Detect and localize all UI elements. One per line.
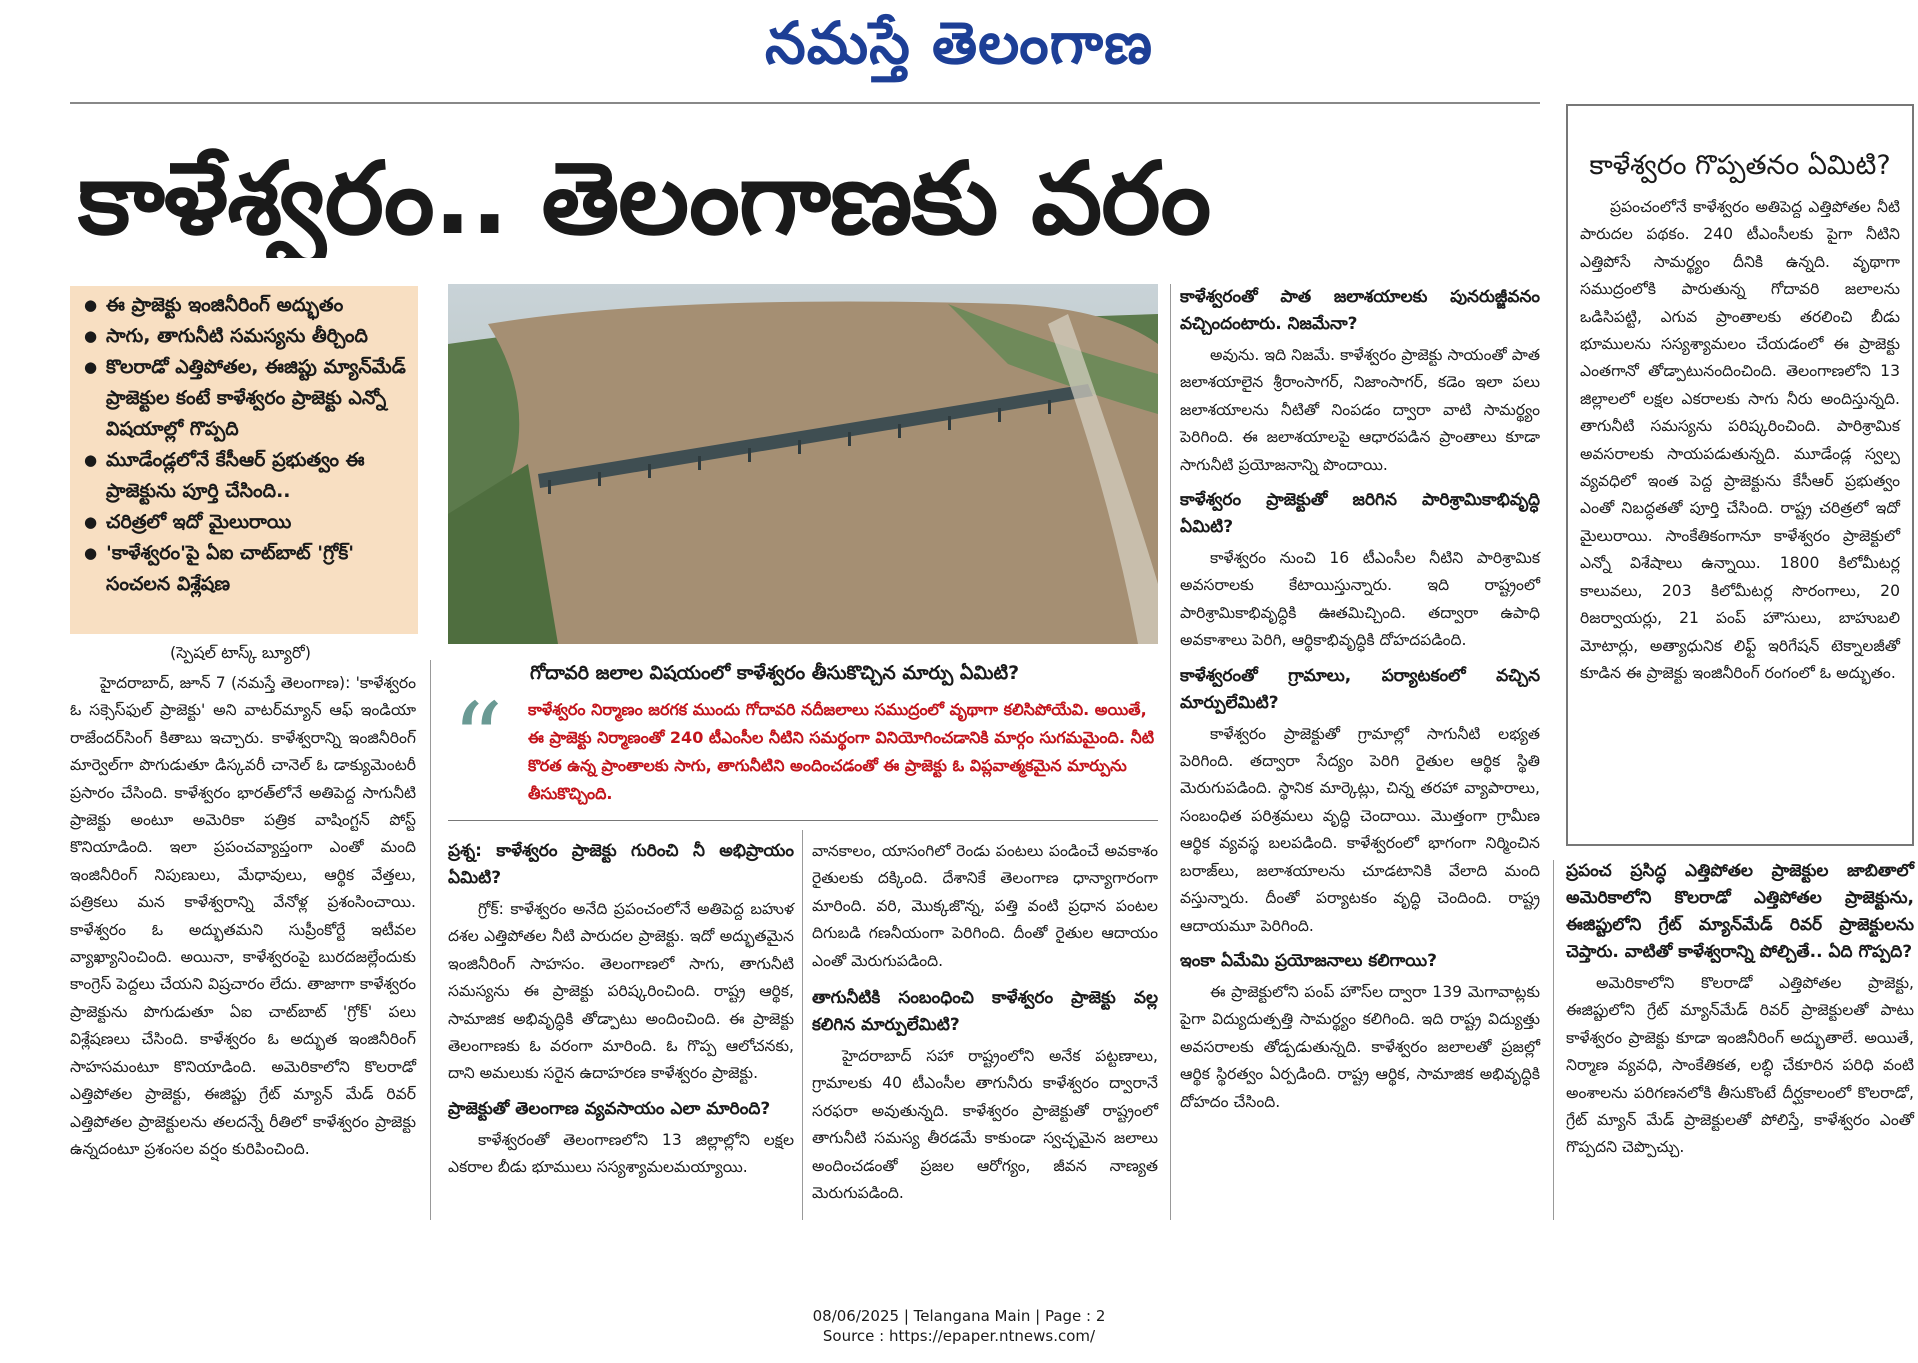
question-heading: కాళేశ్వరంతో గ్రామాలు, పర్యాటకంలో వచ్చిన మార్పులేమిటి? xyxy=(1180,665,1540,713)
footer-date-line: 08/06/2025 | Telangana Main | Page : 2 xyxy=(812,1307,1106,1325)
byline: (స్పెషల్ టాస్క్ బ్యూరో) xyxy=(170,643,312,662)
pull-quote-text: కాళేశ్వరం నిర్మాణం జరగక ముందు గోదావరి నదీజలాలు సముద్రంలో వృథాగా కలిసిపోయేవి. అయితే, ఈ ప్రాజెక్టు నిర్మాణంతో 240 టీఎంసీల నీటిని సమర్థంగా వినియోగించడానికి మార్గం సుగమమైంది. నీటి కొరత ఉన్న ప్రాంతాలకు సాగు, తాగునీటిని అందించడంతో ఈ ప్రాజెక్టు ఓ విప్లవాత్మకమైన మార్పును తీసుకొచ్చింది. xyxy=(528,700,1155,803)
highlights-box xyxy=(70,286,418,634)
sidebar-text: ప్రపంచంలోనే కాళేశ్వరం అతిపెద్ద ఎత్తిపోతల నీటి పారుదల పథకం. 240 టీఎంసీలకు పైగా నీటిని ఎత్తిపోసే సామర్థ్యం దీనికి ఉన్నది. వృథాగా సముద్రంలోకి పారుతున్న గోదావరి జలాలను ఒడిసిపట్టి, ఎగువ ప్రాంతాలకు తరలించి బీడు భూములను సస్యశ్యామలం చేయడంలో ఈ ప్రాజెక్టు ఎంతగానో తోడ్పాటునందించింది. తెలంగాణలోని 13 జిల్లాలలో లక్షల ఎకరాలకు సాగు నీరు అందిస్తున్నది. తాగునీటి సమస్యను పరిష్కరించింది. పారిశ్రామిక అవసరాలకు సాయపడుతున్నది. మూడేండ్ల స్వల్ప వ్యవధిలో ఇంత పెద్ద ప్రాజెక్టును కేసీఆర్ ప్రభుత్వం ఎంతో నిబద్ధతతో పూర్తి చేసింది. రాష్ట్ర చరిత్రలో ఇదో మైలురాయి. సాంకేతికంగానూ కాళేశ్వరం ప్రాజెక్టులో ఎన్నో విశేషాలు ఉన్నాయి. 1800 కిలోమీటర్ల కాలువలు, 203 కిలోమీటర్ల సొరంగాలు, 20 రిజర్వాయర్లు, 21 పంప్ హౌసులు, బాహుబలి మోటార్లు, అత్యాధునిక లిఫ్ట్ ఇరిగేషన్ టెక్నాలజీతో కూడిన ఈ ప్రాజెక్టు ఇంజినీరింగ్ రంగంలో ఓ అద్భుతం. xyxy=(1580,198,1900,682)
column-separator xyxy=(430,660,431,1220)
column-separator xyxy=(802,830,803,1220)
barrage-photo xyxy=(448,284,1158,644)
question-heading: కాళేశ్వరంతో పాత జలాశయాలకు పునరుజ్జీవనం వచ్చిందంటారు. నిజమేనా? xyxy=(1180,287,1540,334)
highlight-item: ● కొలరాడో ఎత్తిపోతల, ఈజిప్టు మ్యాన్‌మేడ్ ప్రాజెక్టుల కంటే కాళేశ్వరం ప్రాజెక్టు ఎన్నో విషయాల్లో గొప్పది xyxy=(80,352,412,445)
section-divider xyxy=(448,820,1158,821)
question-heading: ప్రశ్న: కాళేశ్వరం ప్రాజెక్టు గురించి నీ అభిప్రాయం ఏమిటి? xyxy=(448,841,794,888)
column-1 xyxy=(70,670,416,1163)
masthead-logo: నమస్తే తెలంగాణ xyxy=(765,9,1153,77)
highlight-item: ● చరిత్రలో ఇదో మైలురాయి xyxy=(80,507,412,538)
question-heading: తాగునీటికి సంబంధించి కాళేశ్వరం ప్రాజెక్టు వల్ల కలిగిన మార్పులేమిటి? xyxy=(812,988,1158,1036)
masthead-divider xyxy=(70,102,1540,104)
column-separator xyxy=(1170,284,1171,1220)
highlight-item: ● ఈ ప్రాజెక్టు ఇంజినీరింగ్ అద్భుతం xyxy=(80,290,412,321)
column-5 xyxy=(1566,858,1914,1162)
question-heading: ఇంకా ఏమేమి ప్రయోజనాలు కలిగాయి? xyxy=(1180,950,1438,971)
answer-text: గ్రోక్: కాళేశ్వరం అనేది ప్రపంచంలోనే అతిపెద్ద బహుళ దశల ఎత్తిపోతల నీటి పారుదల ప్రాజెక్టు. ఇదో అద్భుతమైన ఇంజినీరింగ్ సాహసం. తెలంగాణలో సాగు, తాగునీటి సమస్యను ఈ ప్రాజెక్టు పరిష్కరించింది. రాష్ట్ర ఆర్థిక, సామాజిక అభివృద్ధికి తోడ్పాటు అందించింది. ఈ ప్రాజెక్టు తెలంగాణకు ఓ వరంగా మారింది. ఓ గొప్ప ఆలోచనకు, దాని అమలుకు సరైన ఉదాహరణ కాళేశ్వరం ప్రాజెక్టు. xyxy=(448,900,794,1083)
sidebar-title: కాళేశ్వరం గొప్పతనం ఏమిటి? xyxy=(1589,150,1891,181)
column-separator xyxy=(1553,860,1554,1220)
sidebar-box xyxy=(1566,104,1914,846)
pull-quote-title: గోదావరి జలాల విషయంలో కాళేశ్వరం తీసుకొచ్చిన మార్పు ఏమిటి? xyxy=(530,662,1020,684)
highlight-item: ● మూడేండ్లలోనే కేసీఆర్ ప్రభుత్వం ఈ ప్రాజెక్టును పూర్తి చేసింది.. xyxy=(80,445,412,507)
question-heading: కాళేశ్వరం ప్రాజెక్టుతో జరిగిన పారిశ్రామికాభివృద్ధి ఏమిటి? xyxy=(1180,490,1540,538)
answer-text: కాళేశ్వరంతో తెలంగాణలోని 13 జిల్లాల్లోని లక్షల ఎకరాల బీడు భూములు సస్యశ్యామలమయ్యాయి. xyxy=(448,1130,794,1177)
question-heading: ప్రాజెక్టుతో తెలంగాణ వ్యవసాయం ఎలా మారింది? xyxy=(448,1098,771,1119)
answer-text: అమెరికాలోని కొలరాడో ఎత్తిపోతల ప్రాజెక్టు, ఈజిప్టులోని గ్రేట్ మ్యాన్‌మేడ్ రివర్ ప్రాజెక్టులతో పాటు కాళేశ్వరం ప్రాజెక్టు కూడా ఇంజినీరింగ్ అద్భుతాలే. అయితే, నిర్మాణ వ్యవధి, సాంకేతికత, లబ్ధి చేకూరిన పరిధి వంటి అంశాలను పరిగణనలోకి తీసుకొంటే దీర్ఘకాలంలో కొలరాడో, గ్రేట్ మ్యాన్ మేడ్ ప్రాజెక్టులతో పోలిస్తే, కాళేశ్వరం ఎంతో గొప్పదని చెప్పొచ్చు. xyxy=(1566,974,1914,1157)
highlight-item: ● సాగు, తాగునీటి సమస్యను తీర్చింది xyxy=(80,321,412,352)
page-footer xyxy=(0,1306,1918,1346)
answer-text: అవును. ఇది నిజమే. కాళేశ్వరం ప్రాజెక్టు సాయంతో పాత జలాశయాలైన శ్రీరాంసాగర్, నిజాంసాగర్, కడెం ఇలా పలు జలాశయాలను నీటితో నింపడం ద్వారా వాటి సామర్థ్యం పెరిగింది. ఈ జలాశయాలపై ఆధారపడిన ప్రాంతాలు కూడా సాగునీటి ప్రయోజనాన్ని పొందాయి. xyxy=(1180,346,1540,474)
footer-source-line: Source : https://epaper.ntnews.com/ xyxy=(822,1327,1096,1345)
column-4 xyxy=(1180,284,1540,1116)
answer-text: కాళేశ్వరం నుంచి 16 టీఎంసీల నీటిని పారిశ్రామిక అవసరాలకు కేటాయిస్తున్నారు. ఇది రాష్ట్రంలో పారిశ్రామికాభివృద్ధికి ఊతమిచ్చింది. తద్వారా ఉపాధి అవకాశాలు పెరిగి, ఆర్థికాభివృద్ధికి దోహదపడింది. xyxy=(1180,549,1540,650)
article-body: హైదరాబాద్, జూన్ 7 (నమస్తే తెలంగాణ): 'కాళేశ్వరం ఓ సక్సెస్‌ఫుల్ ప్రాజెక్టు' అని వాటర్‌మ్యాన్ ఆఫ్ ఇండియా రాజేందర్‌సింగ్ కితాబు ఇచ్చారు. కాళేశ్వరాన్ని ఇంజినీరింగ్ మార్వెల్‌గా పొగుడుతూ డిస్కవరీ చానెల్ ఓ డాక్యుమెంటరీ ప్రసారం చేసింది. కాళేశ్వరం భారత్‌లోనే అతిపెద్ద సాగునీటి ప్రాజెక్టు అంటూ అమెరికా పత్రిక వాషింగ్టన్ పోస్ట్ కొనియాడింది. ఇలా ప్రపంచవ్యాప్తంగా ఎంతో మంది ఇంజినీరింగ్ నిపుణులు, మేధావులు, ఆర్థిక వేత్తలు, పత్రికలు మన కాళేశ్వరాన్ని వేనోళ్ల ప్రశంసించాయి. కాళేశ్వరం ఓ అద్భుతమని సుప్రీంకోర్టే ఇటీవల వ్యాఖ్యానించింది. అయినా, కాళేశ్వరంపై బురదజల్లేందుకు కాంగ్రెస్ పెద్దలు చేయని విష్రచారం లేదు. తాజాగా కాళేశ్వరం ప్రాజెక్టును పొగుడుతూ ఏఐ చాట్‌బాట్ 'గ్రోక్' పలు విశ్లేషణలు చేసింది. కాళేశ్వరం ఓ అద్భుత ఇంజినీరింగ్ సాహసమంటూ కొనియాడింది. అమెరికాలోని కొలరాడో ఎత్తిపోతల ప్రాజెక్టు, ఈజిప్టు గ్రేట్ మ్యాన్ మేడ్ రివర్ ఎత్తిపోతల ప్రాజెక్టులను తలదన్నే రీతిలో కాళేశ్వరం ప్రాజెక్టు ఉన్నదంటూ ప్రశంసల వర్షం కురిపించింది. xyxy=(70,674,416,1158)
answer-text: ఈ ప్రాజెక్టులోని పంప్ హౌస్‌ల ద్వారా 139 మెగావాట్లకు పైగా విద్యుదుత్పత్తి సామర్థ్యం కలిగింది. ఇది రాష్ట్ర విద్యుత్తు అవసరాలకు తోడ్పడుతున్నది. కాళేశ్వరం జలాలతో ప్రజల్లో ఆర్థిక స్థిరత్వం ఏర్పడింది. రాష్ట్ర ఆర్థిక, సామాజిక అభివృద్ధికి దోహదం చేసింది. xyxy=(1180,982,1540,1111)
question-heading: ప్రపంచ ప్రసిద్ధ ఎత్తిపోతల ప్రాజెక్టుల జాబితాలో అమెరికాలోని కొలరాడో ఎత్తిపోతల ప్రాజెక్టును, ఈజిప్టులోని గ్రేట్ మ్యాన్‌మేడ్ రివర్ ప్రాజెక్టులను చెప్తారు. వాటితో కాళేశ్వరాన్ని పోల్చితే.. ఏది గొప్పది? xyxy=(1566,861,1914,962)
column-3 xyxy=(812,838,1158,1207)
answer-text: వానకాలం, యాసంగిలో రెండు పంటలు పండించే అవకాశం రైతులకు దక్కింది. దేశానికే తెలంగాణ ధాన్యాగారంగా మారింది. వరి, మొక్కజొన్న, పత్తి వంటి ప్రధాన పంటల దిగుబడి గణనీయంగా పెరిగింది. దీంతో రైతుల ఆదాయం ఎంతో మెరుగుపడింది. xyxy=(812,842,1158,970)
highlight-item: ● 'కాళేశ్వరం'పై ఏఐ చాట్‌బాట్ 'గ్రోక్' సంచలన విశ్లేషణ xyxy=(80,538,412,600)
answer-text: హైదరాబాద్ సహా రాష్ట్రంలోని అనేక పట్టణాలు, గ్రామాలకు 40 టీఎంసీల తాగునీరు కాళేశ్వరం ద్వారానే సరఫరా అవుతున్నది. కాళేశ్వరం ప్రాజెక్టుతో రాష్ట్రంలో తాగునీటి సమస్య తీరడమే కాకుండా స్వచ్ఛమైన జలాలు అందించడంతో ప్రజల ఆరోగ్యం, జీవన నాణ్యత మెరుగుపడింది. xyxy=(812,1047,1158,1203)
answer-text: కాళేశ్వరం ప్రాజెక్టుతో గ్రామాల్లో సాగునీటి లభ్యత పెరిగింది. తద్వారా సేద్యం పెరిగి రైతుల ఆర్థిక స్థితి మెరుగుపడింది. స్థానిక మార్కెట్లు, చిన్న తరహా వ్యాపారాలు, సంబంధిత పరిశ్రమలు వృద్ధి చెందాయి. మొత్తంగా గ్రామీణ ఆర్థిక వ్యవస్థ బలపడింది. కాళేశ్వరంలో భాగంగా నిర్మించిన బరాజ్‌లు, జలాశయాలను చూడటానికి వేలాది మంది వస్తున్నారు. దీంతో పర్యాటకం వృద్ధి చెందింది. రాష్ట్ర ఆదాయమూ పెరిగింది. xyxy=(1180,724,1540,935)
quote-mark-icon: “ xyxy=(452,681,504,798)
column-2 xyxy=(448,838,794,1182)
page-headline: కాళేశ్వరం.. తెలంగాణకు వరం xyxy=(78,140,1211,257)
